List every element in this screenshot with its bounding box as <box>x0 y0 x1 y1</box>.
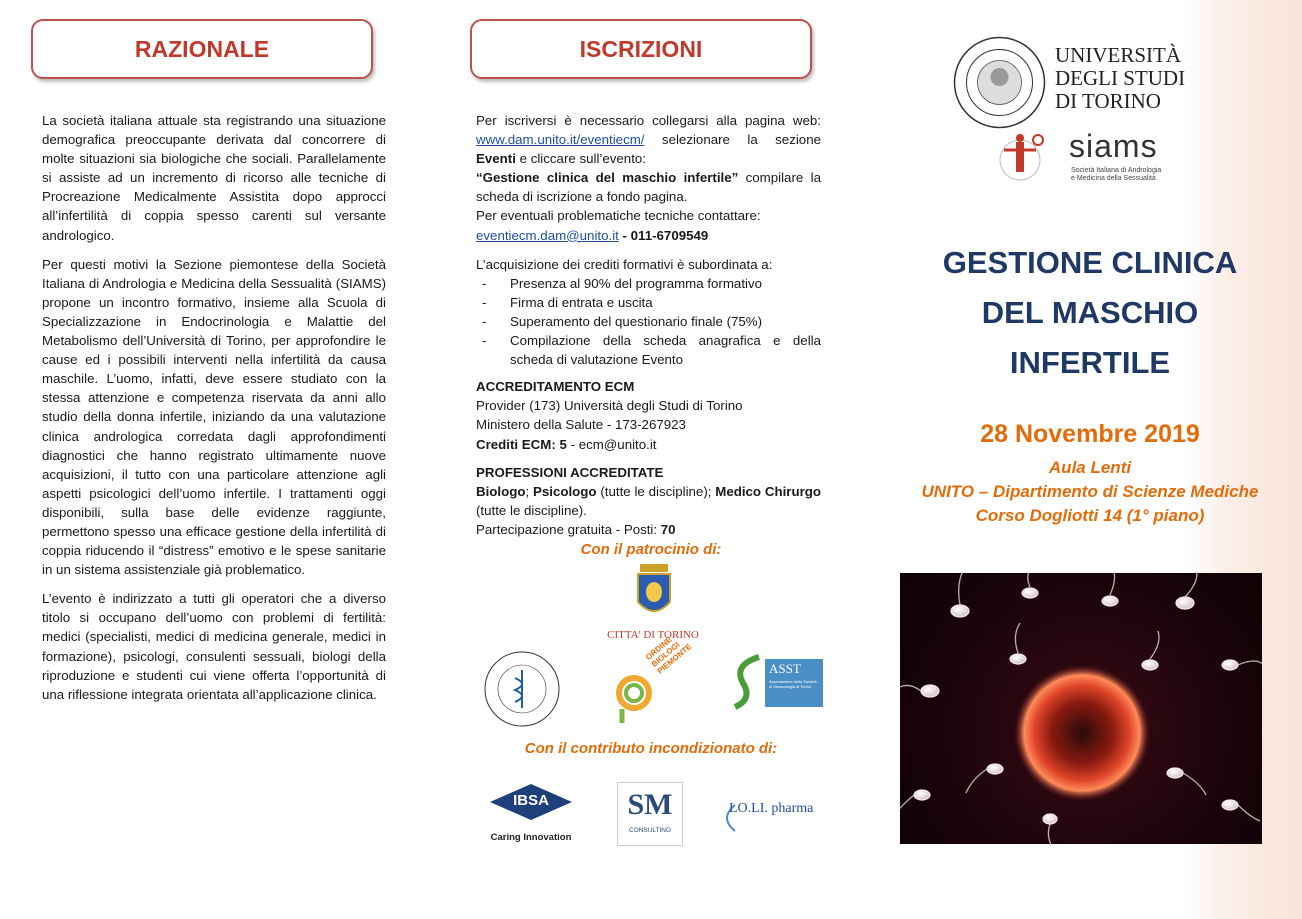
event-title <box>905 238 1275 388</box>
siams-logo <box>998 128 1198 190</box>
event-title-line-3: INFERTILE <box>1009 345 1171 380</box>
support-email-link[interactable]: eventiecm.dam@unito.it <box>476 227 619 243</box>
ibsa-label: IBSA <box>513 792 549 809</box>
razionale-paragraph-2: Per questi motivi la Sezione piemontese della Società Italiana di Andrologia e Medicina della Sessualità (SIAMS) propone un incontro formativo, insieme alla Scuola di Specializzazione in Endocrinologia e Malattie del Metabolismo dell’Università di Torino, per approfondire le cause ed i possibili interventi nella infertilità da causa maschile. L’uomo, infatti, deve essere studiato con la stessa attenzione e competenza riservata da anni allo studio della donna infertile, iniziando da una valutazione clinica andrologica corredata dagli approfondimenti diagnostici che hanno registrato ultimamente nuove acquisizioni, il tutto con una particolare attenzione agli aspetti psicologici dell’uomo infertile. I trattamenti oggi disponibili, sulla base delle evidenze raggiunte, permettono spesso una efficace gestione della infertilità di coppia riducendo il “distress” emotivo e le spese sanitarie in un sistema assistenziale già problematico. <box>42 256 386 578</box>
loli-label: LO.LI. pharma <box>729 801 814 816</box>
partecipazione-label: Partecipazione gratuita - Posti: <box>476 521 661 537</box>
razionale-column <box>42 111 386 714</box>
requirement-item: - Compilazione della scheda anagrafica e della scheda di valutazione Evento <box>476 331 821 369</box>
unito-line-3: DI TORINO <box>1055 89 1161 113</box>
asst-box <box>765 659 823 707</box>
sm-label: SM <box>627 788 673 821</box>
siams-subtitle-2: e Medicina della Sessualità <box>1071 175 1156 182</box>
unito-line-2: DEGLI STUDI <box>1055 66 1186 90</box>
ecm-ministero: Ministero della Salute - 173-267923 <box>476 417 686 433</box>
sm-consulting-logo <box>617 782 683 846</box>
prof-disc-2: (tutte le discipline). <box>476 502 587 518</box>
iscrizioni-header <box>470 19 812 79</box>
razionale-header <box>31 19 373 79</box>
razionale-paragraph-3: L’evento è indirizzato a tutti gli operatori che a diverso titolo si occupano dell’uomo con problemi di fertilità: medici (specialisti, medici di medicina generale, medici in formazione), psicologi, consulenti sessuali, biologi della riproduzione e studenti cui viene offerta l’opportunità di una riflessione integrata orientata all’applicazione clinica. <box>42 591 386 702</box>
prof-medico: Medico Chirurgo <box>715 483 821 499</box>
ecm-provider: Provider (173) Università degli Studi di Torino <box>476 398 743 414</box>
crediti-label: Crediti ECM: 5 <box>476 436 567 452</box>
citta-torino-logo <box>598 562 708 642</box>
sm-subtitle: CONSULTING <box>628 827 672 834</box>
iscrizioni-column <box>476 111 821 539</box>
prof-sep: ; <box>525 483 533 499</box>
patrocinio-title: Con il patrocinio di: <box>580 541 722 558</box>
registration-text-3: compilare la scheda di iscrizione a fondo pagina. <box>476 170 821 205</box>
event-title-line-2: DEL MASCHIO <box>981 295 1199 330</box>
registration-text: selezionare la sezione <box>644 132 821 148</box>
event-name: “Gestione clinica del maschio infertile” <box>476 170 739 186</box>
event-date: 28 Novembre 2019 <box>980 420 1200 448</box>
citta-label: CITTA' DI TORINO <box>607 629 699 641</box>
posti-value: 70 <box>660 521 676 537</box>
eventi-label: Eventi <box>476 151 516 167</box>
registration-intro: Per iscriversi è necessario collegarsi alla pagina web: <box>476 113 821 128</box>
support-phone: - 011-6709549 <box>618 227 709 243</box>
contributo-title: Con il contributo incondizionato di: <box>524 740 778 757</box>
requirement-item: - Firma di entrata e uscita <box>476 293 821 312</box>
vitruvian-figure-icon <box>998 128 1054 190</box>
crediti-email: - ecm@unito.it <box>566 436 657 452</box>
unito-text <box>1055 44 1185 113</box>
professioni-title: PROFESSIONI ACCREDITATE <box>476 464 664 480</box>
ordine-medici-logo <box>483 650 561 728</box>
asst-swoosh-icon <box>729 653 769 711</box>
registration-text-2: e cliccare sull’evento: <box>515 151 646 167</box>
asst-subtitle: Associazione della Società di Sessuologia di Torino <box>769 679 817 689</box>
prof-psicologo: Psicologo <box>533 483 597 499</box>
ecm-title: ACCREDITAMENTO ECM <box>476 379 635 395</box>
fertilization-image-icon <box>900 573 1262 844</box>
registration-link[interactable]: www.dam.unito.it/eventiecm/ <box>476 132 645 148</box>
event-title-line-1: GESTIONE CLINICA <box>942 245 1238 280</box>
requirements-list <box>476 274 821 369</box>
registration-instructions <box>476 111 821 245</box>
iscrizioni-title: ISCRIZIONI <box>579 35 703 62</box>
prof-biologo: Biologo <box>476 483 526 499</box>
razionale-title: RAZIONALE <box>134 35 270 62</box>
sperm-egg-photo <box>900 573 1262 844</box>
biologi-label: ORDINE BIOLOGI PIEMONTE <box>644 634 694 676</box>
ecm-crediti <box>476 435 821 454</box>
unito-logo <box>952 35 1192 130</box>
event-venue <box>880 456 1300 528</box>
ibsa-tagline: Caring Innovation <box>490 832 572 843</box>
torino-crest-icon <box>598 562 708 624</box>
prof-disc-1: (tutte le discipline); <box>596 483 716 499</box>
event-department: UNITO – Dipartimento di Scienze Mediche <box>921 482 1259 501</box>
requirement-item: - Superamento del questionario finale (75%) <box>476 312 821 331</box>
loli-pharma-logo <box>719 797 831 837</box>
event-address: Corso Dogliotti 14 (1° piano) <box>975 506 1205 525</box>
professioni-list <box>476 482 821 520</box>
requirement-item: - Presenza al 90% del programma formativo <box>476 274 821 293</box>
razionale-paragraph-1: La società italiana attuale sta registrando una situazione demografica preoccupante derivata dal concorrere di molte situazioni sia biologiche che sociali. Parallelamente si assiste ad un incremento di ricorso alle tecniche di Procreazione Medicalmente Assistita dopo approcci all’infertilità di coppia spesso carenti sul versante andrologico. <box>42 113 386 243</box>
ibsa-logo <box>488 782 574 846</box>
event-aula: Aula Lenti <box>1048 458 1132 477</box>
unito-seal-icon <box>952 35 1047 130</box>
asst-logo <box>729 653 825 711</box>
unito-line-1: UNIVERSITÀ <box>1055 43 1181 67</box>
siams-label: siams <box>1069 128 1158 164</box>
caduceus-seal-icon <box>483 650 561 728</box>
crediti-intro: L’acquisizione dei crediti formativi è subordinata a: <box>476 256 773 272</box>
tech-support-text: Per eventuali problematiche tecniche contattare: <box>476 208 761 224</box>
asst-label: ASST <box>769 661 801 676</box>
siams-subtitle-1: Società Italiana di Andrologia <box>1071 167 1162 174</box>
partecipazione <box>476 520 821 539</box>
